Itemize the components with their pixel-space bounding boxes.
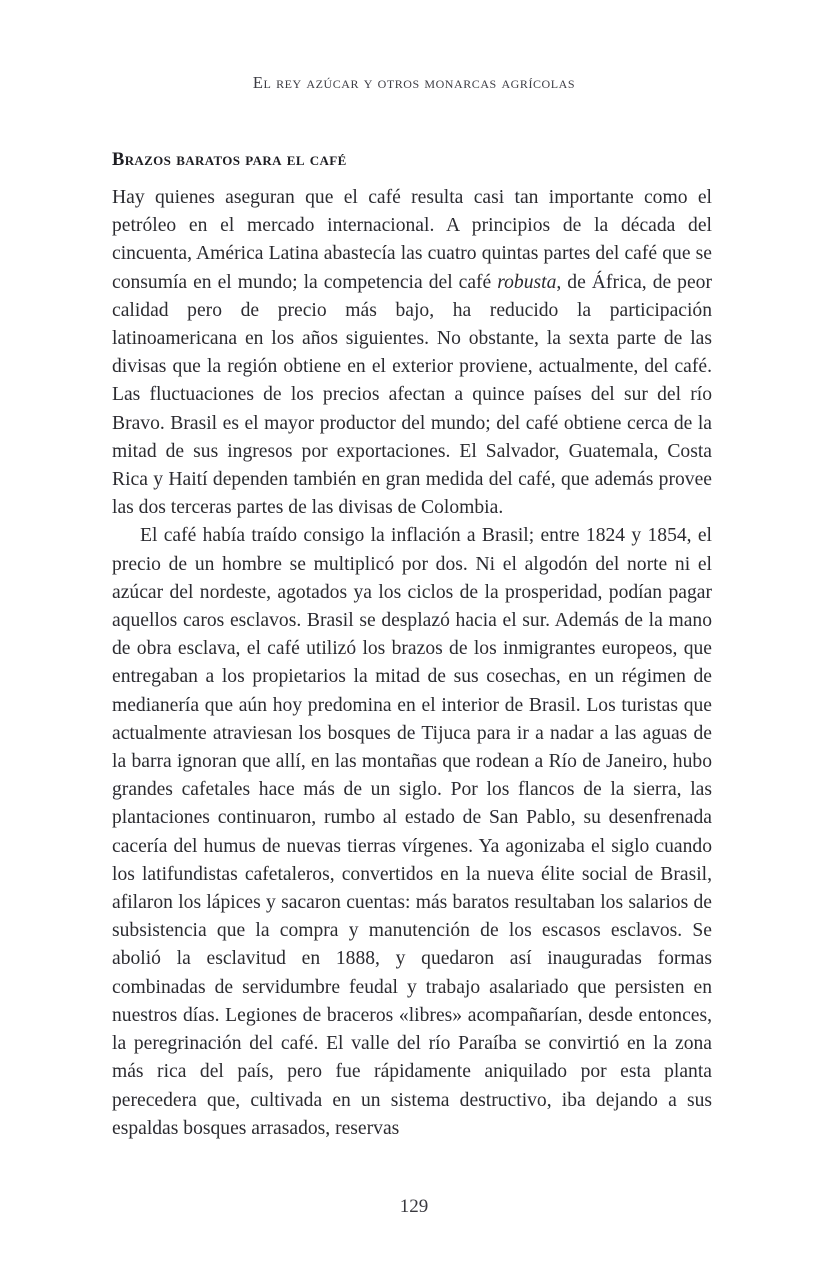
paragraph-1 (112, 184, 712, 522)
section-heading: Brazos baratos para el café (112, 150, 347, 171)
italic-term-robusta: robusta (497, 271, 557, 293)
body-text-block (112, 184, 712, 1143)
paragraph-1-text-after-italic: , de África, de peor calidad pero de precio más bajo, ha reducido la participación latinoamericana en los años siguientes. No obstante, la sexta parte de las divisas que la región obtiene en el exterior proviene, actualmente, del café. Las fluctuaciones de los precios afectan a quince países del sur del río Bravo. Brasil es el mayor productor del mundo; del café obtiene cerca de la mitad de sus ingresos por exportaciones. El Salvador, Guatemala, Costa Rica y Haití dependen también en gran medida del café, que además provee las dos terceras partes de las divisas de Colombia. (112, 271, 712, 519)
paragraph-2: El café había traído consigo la inflación a Brasil; entre 1824 y 1854, el precio de un hombre se multiplicó por dos. Ni el algodón del norte ni el azúcar del nordeste, agotados ya los ciclos de la prosperidad, podían pagar aquellos caros esclavos. Brasil se desplazó hacia el sur. Además de la mano de obra esclava, el café utilizó los brazos de los inmigrantes europeos, que entregaban a los propietarios la mitad de sus cosechas, en un régimen de medianería que aún hoy predomina en el interior de Brasil. Los turistas que actualmente atraviesan los bosques de Tijuca para ir a nadar a las aguas de la barra ignoran que allí, en las montañas que rodean a Río de Janeiro, hubo grandes cafetales hace más de un siglo. Por los flancos de la sierra, las plantaciones continuaron, rumbo al estado de San Pablo, su desenfrenada cacería del humus de nuevas tierras vírgenes. Ya agonizaba el siglo cuando los latifundistas cafetaleros, convertidos en la nueva élite social de Brasil, afilaron los lápices y sacaron cuentas: más baratos resultaban los salarios de subsistencia que la compra y manutención de los escasos esclavos. Se abolió la esclavitud en 1888, y quedaron así inauguradas formas combinadas de servidumbre feudal y trabajo asalariado que persisten en nuestros días. Legiones de braceros «libres» acompañarían, desde entonces, la peregrinación del café. El valle del río Paraíba se convirtió en la zona más rica del país, pero fue rápidamente aniquilado por esta planta perecedera que, cultivada en un sistema destructivo, iba dejando a sus espaldas bosques arrasados, reservas (112, 525, 712, 1139)
running-head: El rey azúcar y otros monarcas agrícolas (252, 73, 576, 92)
paragraph-1-text-before-italic: Hay quienes aseguran que el café resulta casi tan importante como el petróleo en el mercado internacional. A principios de la década del cincuenta, América Latina abastecía las cuatro quintas partes del café que se consumía en el mundo; la competencia del café (112, 187, 712, 293)
page-number: 129 (399, 1196, 429, 1217)
